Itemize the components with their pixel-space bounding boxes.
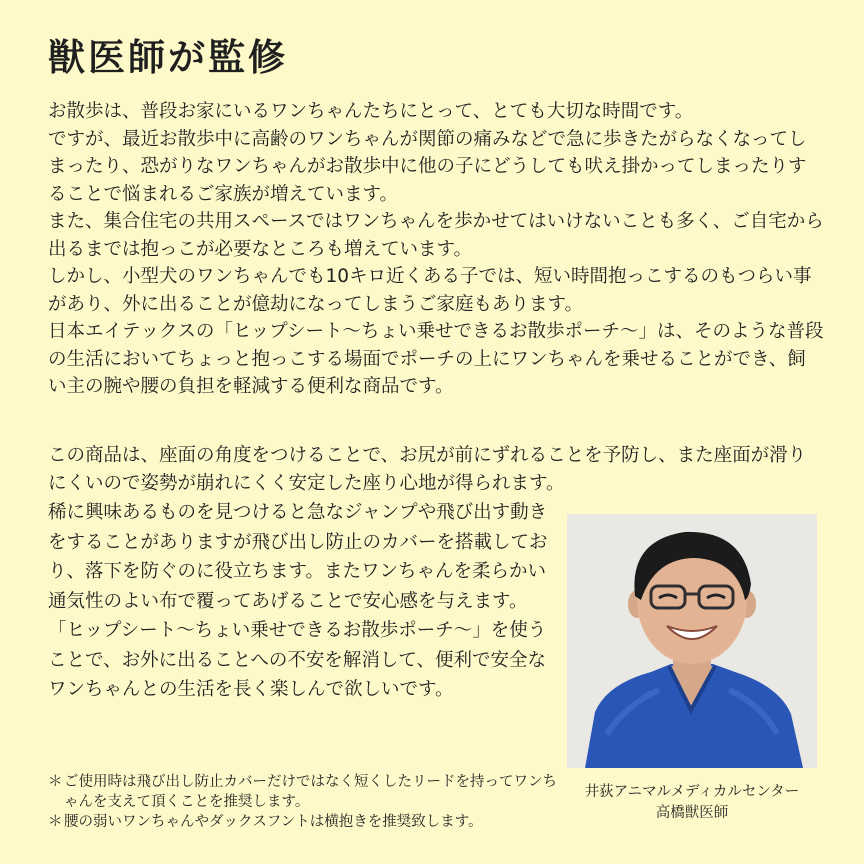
- intro-text: [48, 98, 824, 401]
- note-item: [48, 772, 558, 812]
- notes: [48, 772, 558, 832]
- intro-paragraph: お散歩は、普段お家にいるワンちゃんたちにとって、とても大切な時間です。: [48, 101, 694, 122]
- note-text: ご使用時は飛び出し防止カバーだけではなく短くしたリードを持ってワンちゃんを支えて頂くことを推奨します。: [64, 774, 557, 810]
- intro-paragraph: また、集合住宅の共用スペースではワンちゃんを歩かせてはいけないことも多く、ご自宅から出るまでは抱っこが必要なところも増えています。: [48, 211, 824, 260]
- intro-paragraph: 日本エイテックスの「ヒップシート〜ちょい乗せできるお散歩ポーチ〜」は、そのような普段の生活においてちょっと抱っこする場面でポーチの上にワンちゃんを乗せることができ、飼い主の腕や腰の負担を軽減する便利な商品です。: [48, 321, 824, 397]
- side-text: [48, 498, 548, 705]
- intro-paragraph: ですが、最近お散歩中に高齢のワンちゃんが関節の痛みなどで急に歩きたがらなくなってしまったり、恐がりなワンちゃんがお散歩中に他の子にどうしても吠え掛かってしまったりすることで悩まれるご家族が増えています。: [48, 128, 807, 205]
- side-paragraph: 「ヒップシート〜ちょい乗せできるお散歩ポーチ〜」を使うことで、お外に出ることへの不安を解消して、便利で安全なワンちゃんとの生活を長く楽しんで欲しいです。: [48, 620, 547, 700]
- intro-paragraph: しかし、小型犬のワンちゃんでも10キロ近くある子では、短い時間抱っこするのもつらい事があり、外に出ることが億劫になってしまうご家庭もあります。: [48, 266, 812, 315]
- note-mark: ＊: [48, 814, 63, 830]
- veterinarian-portrait-icon: [567, 514, 817, 768]
- note-mark: ＊: [48, 774, 63, 790]
- vet-name: 高橋獣医師: [655, 805, 729, 821]
- photo-caption: [560, 782, 824, 824]
- side-paragraph: 稀に興味あるものを見つけると急なジャンプや飛び出す動きをすることがありますが飛び出し防止のカバーを搭載しており、落下を防ぐのに役立ちます。またワンちゃんを柔らかい通気性のよい布で覆ってあげることで安心感を与えます。: [48, 502, 548, 612]
- product-text: [48, 442, 824, 497]
- clinic-name: 井荻アニマルメディカルセンター: [584, 784, 800, 800]
- product-paragraph: この商品は、座面の角度をつけることで、お尻が前にずれることを予防し、また座面が滑りにくいので姿勢が崩れにくく安定した座り心地が得られます。: [48, 445, 807, 494]
- veterinarian-photo: [567, 514, 817, 768]
- page-title: 獣医師が監修: [48, 36, 288, 79]
- note-text: 腰の弱いワンちゃんやダックスフントは横抱きを推奨致します。: [64, 814, 483, 830]
- note-item: [48, 812, 558, 832]
